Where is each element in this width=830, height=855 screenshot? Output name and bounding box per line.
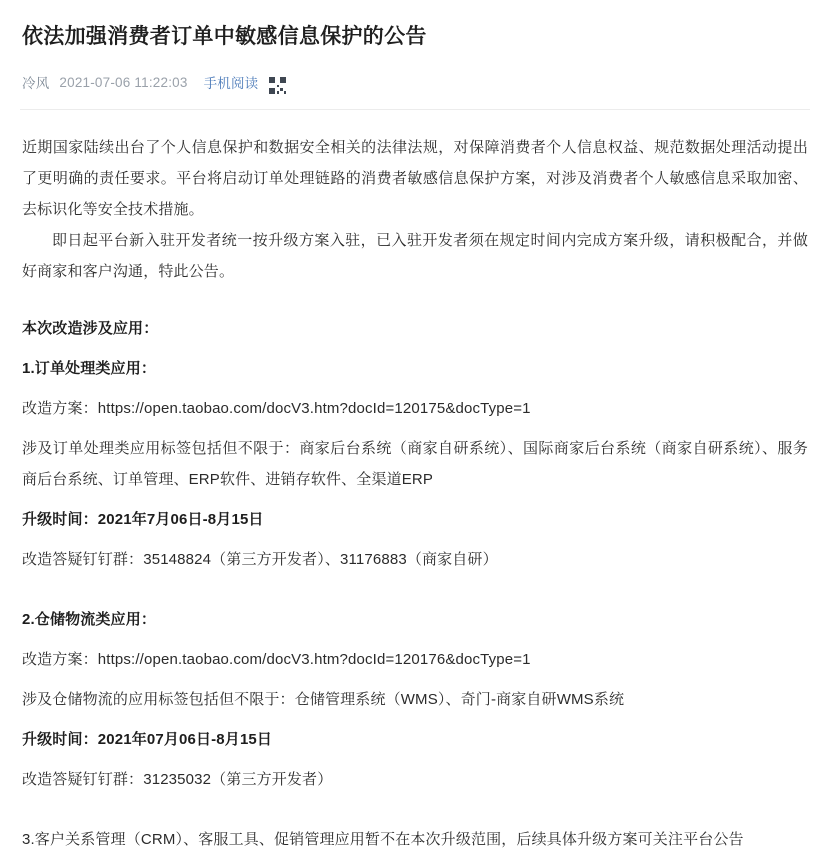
section-2-plan-url[interactable]: https://open.taobao.com/docV3.htm?docId=120176&docType=1 xyxy=(97,651,531,668)
section-2-time-value: 2021年07月06日-8月15日 xyxy=(97,731,273,748)
section-1-tags: 涉及订单处理类应用标签包括但不限于：商家后台系统（商家自研系统）、国际商家后台系统（商家自研系统）、服务商后台系统、订单管理、ERP软件、进销存软件、全渠道ERP xyxy=(22,440,808,488)
section-1-group xyxy=(22,544,808,575)
section-2-tags: 涉及仓储物流的应用标签包括但不限于：仓储管理系统（WMS）、奇门-商家自研WMS系统 xyxy=(22,691,625,708)
section-2-time-label: 升级时间： xyxy=(22,731,98,748)
mobile-read-link[interactable]: 手机阅读 xyxy=(203,76,259,91)
section-1-time xyxy=(22,504,808,535)
paragraph-intro-1: 近期国家陆续出台了个人信息保护和数据安全相关的法律法规，对保障消费者个人信息权益、规范数据处理活动提出了更明确的责任要求。平台将启动订单处理链路的消费者敏感信息保护方案，对涉及消费者个人敏感信息采取加密、去标识化等安全技术措施。 xyxy=(22,139,808,218)
section-1-plan xyxy=(22,393,808,424)
section-2-time xyxy=(22,724,808,755)
section-spacer-1 xyxy=(22,575,808,595)
article-meta xyxy=(22,72,810,92)
section-1-time-value: 2021年7月06日-8月15日 xyxy=(97,511,264,528)
paragraph-intro-2: 即日起平台新入驻开发者统一按升级方案入驻，已入驻开发者须在规定时间内完成方案升级，请积极配合，并做好商家和客户沟通，特此公告。 xyxy=(22,232,808,280)
scope-heading: 本次改造涉及应用： xyxy=(22,320,159,337)
header-divider xyxy=(20,109,810,110)
section-2-plan-label: 改造方案： xyxy=(22,651,98,668)
section-1-plan-url[interactable]: https://open.taobao.com/docV3.htm?docId=120175&docType=1 xyxy=(97,400,531,417)
author-name: 冷风 xyxy=(22,76,50,91)
qr-code-icon[interactable] xyxy=(269,77,286,94)
section-2-group-label: 改造答疑钉钉群： xyxy=(22,771,144,788)
article-body xyxy=(20,132,810,855)
section-2-heading: 2.仓储物流类应用： xyxy=(22,611,157,628)
section-1-heading: 1.订单处理类应用： xyxy=(22,360,157,377)
section-2-group-value: 31235032（第三方开发者） xyxy=(143,771,333,788)
section-2-plan xyxy=(22,644,808,675)
section-1-plan-label: 改造方案： xyxy=(22,400,98,417)
section-2-group xyxy=(22,764,808,795)
page-title: 依法加强消费者订单中敏感信息保护的公告 xyxy=(22,25,427,48)
section-1-time-label: 升级时间： xyxy=(22,511,98,528)
publish-datetime: 2021-07-06 11:22:03 xyxy=(59,74,188,90)
section-spacer-2 xyxy=(22,795,808,815)
section-1-group-label: 改造答疑钉钉群： xyxy=(22,551,144,568)
section-3-text: 3.客户关系管理（CRM）、客服工具、促销管理应用暂不在本次升级范围，后续具体升级方案可关注平台公告 xyxy=(22,831,744,848)
section-1-group-value: 35148824（第三方开发者）、31176883（商家自研） xyxy=(143,551,498,568)
